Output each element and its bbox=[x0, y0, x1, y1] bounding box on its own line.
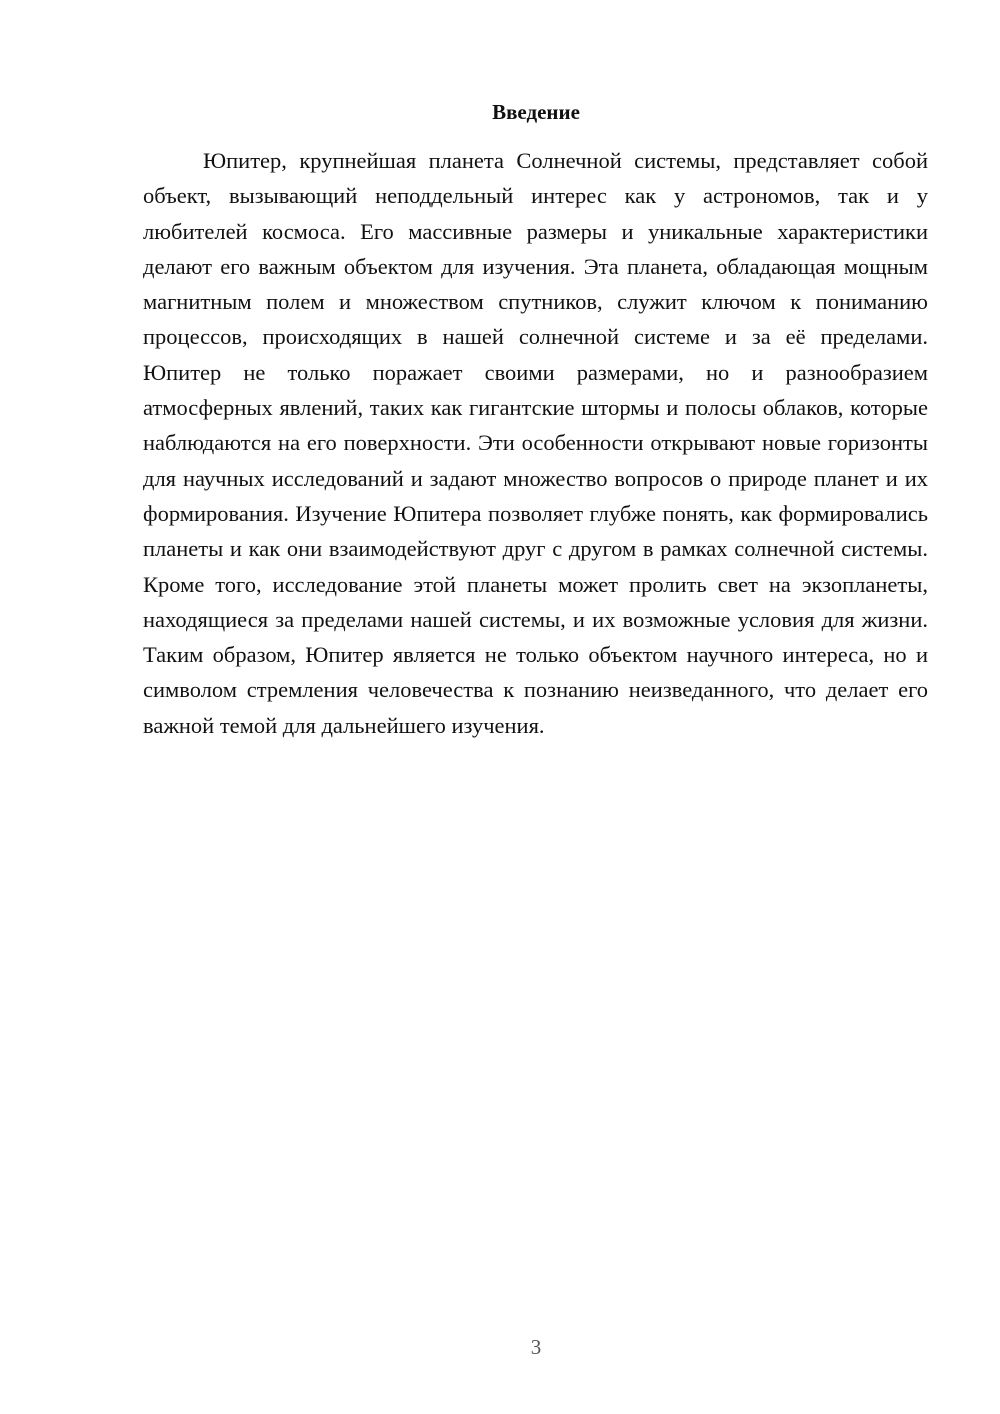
page-number: 3 bbox=[530, 1335, 542, 1359]
section-heading: Введение bbox=[492, 100, 580, 124]
body-paragraph: Юпитер, крупнейшая планета Солнечной системы, представляет собой объект, вызывающий неподдельный интерес как у астрономов, так и у любителей космоса. Его массивные размеры и уникальные характеристики делают его важным объектом для изучения. Эта планета, обладающая мощным магнитным полем и множеством спутников, служит ключом к пониманию процессов, происходящих в нашей солнечной системе и за её пределами. Юпитер не только поражает своими размерами, но и разнообразием атмосферных явлений, таких как гигантские штормы и полосы облаков, которые наблюдаются на его поверхности. Эти особенности открывают новые горизонты для научных исследований и задают множество вопросов о природе планет и их формирования. Изучение Юпитера позволяет глубже понять, как формировались планеты и как они взаимодействуют друг с другом в рамках солнечной системы. Кроме того, исследование этой планеты может пролить свет на экзопланеты, находящиеся за пределами нашей системы, и их возможные условия для жизни. Таким образом, Юпитер является не только объектом научного интереса, но и символом стремления человечества к познанию неизведанного, что делает его важной темой для дальнейшего изучения. bbox=[143, 148, 928, 738]
